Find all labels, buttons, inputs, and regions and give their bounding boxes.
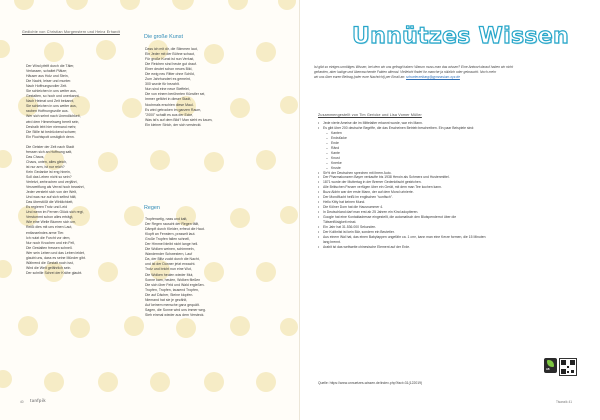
list-item: • Der Kolibriist ist kein Bär, sondern ein Beutetier. (318, 230, 580, 235)
poem-regen (145, 217, 206, 318)
list-item: • Jede vierte Ameise die im Mittelalter erkannt wurde, war ein Mann. (318, 121, 580, 126)
list-item: • Die Kölner Dom hat die Hausnummer 4. (318, 205, 580, 210)
poem-line: Die Reichen sind heute gut drauf. (145, 62, 197, 67)
poem-line: Trotz und bricht nun eine Wut, (145, 267, 192, 272)
poem-line: Sie schleichen in uns weiter aus, (26, 89, 77, 94)
list-item: • Der Pharmakonzern Bayer verkaufte bis 1938 Heroin als Schmerz und Hustenmittel. (318, 175, 580, 180)
poem-line: Ein kleiner Strich, der sich versteckt. (145, 122, 202, 127)
poem-line: Der Himmel bleibt nicht lange hell. (145, 242, 199, 247)
poem-line: wird dem Himmelsweg bereit sein, (26, 119, 80, 124)
poem-line: Häuser aus Holz und Stein, (26, 74, 69, 79)
poem-line: Wandernder Schwestern, Lauf (145, 252, 193, 257)
intro-line: gefunden, aber lustige und überraschende Fakten allemal. Vielleicht findet ihr manche ja nützlich oder gebraucht. Noch mehr (314, 70, 497, 74)
poem-line: Verlassen, schaltet Plätze; (26, 69, 68, 74)
poem-line: Die Stille ist bedrückend schwer, (26, 129, 77, 134)
poem-line: Immer gefährt in dieser Stadt, (145, 97, 192, 102)
list-item: • Google hat eine Kontaktadresse eingestellt, die automatisch den Blutspenderrot über die (318, 215, 580, 220)
sub-list-item: – Ränd (318, 146, 580, 151)
poem-line: Wie eine Welle Blumen sich um, (26, 220, 77, 225)
leaf-icon (547, 360, 554, 367)
poem-line: Deshalb lebt hier niemand mehr, (26, 124, 77, 129)
publisher-logo (544, 358, 557, 373)
poem-line: ist nur arm, ist nur reich? (26, 164, 65, 169)
poem-line: Ich nutzt die Furcht vor dem, (26, 235, 71, 240)
poem-line: Dass ich mit dir, die Stimmen laut, (145, 47, 198, 51)
poem-line: Wer sich sehnt nach Unendlichkeit, (26, 114, 81, 119)
page-title: Unnützes Wissen (352, 24, 569, 49)
list-item: • Es gibt über 200 deutsche Begriffe, die das Erscheinen Betrieb beschreiben. Ein paar Beispiele sind: (318, 126, 580, 131)
brand-logo: tanfpik (30, 398, 46, 403)
poem-line: Und wenn im Fernen Glück sich regt, (26, 210, 84, 215)
poem-line: "2000" schallt es aus der Ecke, (145, 112, 194, 117)
page-footer-right: Tisanzik 41 (556, 400, 573, 404)
poem-line: Nach Hoffnungsvoller Zeit. (26, 84, 68, 89)
intro-line-text: wir uns über euren Beitrag (oder eure Nachricht) per Email an: (314, 75, 406, 79)
poem-line: Was ist's auf dem Bild? Man sieht es kaum, (145, 117, 213, 122)
poem-line: Nochmals erschien diese Maul. (145, 102, 194, 107)
poem-line: Nur noch Knochen und ein Fell, (26, 240, 76, 245)
poem-line: Der schrille Schrei der Krähe glaubt. (26, 270, 83, 275)
logo-label: AB (546, 368, 550, 371)
poem-line: Verzweiflung als Verrat hoch bewahrt, (26, 185, 85, 190)
poem-line: Da, der Blitz zuckt durch die Nacht, (145, 257, 200, 262)
poem-line: Die Wolken weinen, schimmeln, (145, 247, 195, 252)
poem-line: Ein Jeder mit der Bühne schaut, (145, 52, 195, 57)
list-item: • Aus einem Wal hat, das einen Babylappen ungefähr ca. 1 cm³, kann man eine Kerze formen, die 15 Minuten (318, 235, 580, 240)
source-link[interactable]: Quelle: https://www.unnuetzes-wissen.de/index.php?fact=31(122019) (318, 381, 423, 385)
poem-line: Es wird getrocken im ganzen Raum, (145, 107, 202, 112)
sub-list-item: – Kruste (318, 166, 580, 171)
section-title: Zusammengestellt von Tim Gericke und Lisa Vomer Müller (318, 113, 422, 117)
list-item: • In Deutschland darf man erst ab 25 Jahren ein Kind adoptieren. (318, 210, 580, 215)
poem-line: Wer sein Leben und das Leben leidet, (26, 250, 85, 255)
intro-line (314, 75, 584, 80)
poem-line: Klopft an Fenstern, prasselt laut. (145, 232, 196, 237)
author-line: Gedichte von Christian Morgenstern und Heinz Erhardt (22, 30, 120, 34)
poem-line: entlanzelndes arme Tier. (26, 230, 65, 235)
list-item: • Ein Jahr hat 31.536.000 Sekunden. (318, 225, 580, 230)
poem-line: Sie schleichen in uns weiter aus, (26, 104, 77, 109)
poem-line: Der Regen rauscht der Regen fällt, (145, 222, 200, 227)
list-item: • Hello Kitty hat keinen Mund. (318, 200, 580, 205)
poem-line: Die von einem berühmten Künstler sei, (145, 92, 206, 97)
sub-list-item: – Kante (318, 151, 580, 156)
poem-line: Reißt dies mit uns einen Laut, (26, 225, 73, 230)
list-item: • Alle Britischen Panzer verfügen über ein Gerät, mit dem man Tee kochen kann. (318, 185, 580, 190)
poem-line: und ist der Donner jetzt erwacht. (145, 262, 196, 267)
poem-line: Jeder versteht sich von der Welt, (26, 190, 77, 195)
poem-line: Die Geister der Zeit nach Stadt (26, 144, 75, 149)
sub-list-item: – Knust (318, 156, 580, 161)
poem-line: Einer deutet schon neues Bild, (145, 67, 193, 72)
sub-list-item: – Endstücke (318, 136, 580, 141)
sub-list-item: – Knerke (318, 161, 580, 166)
poem-column-left (26, 64, 86, 276)
poem-die-grosse-kunst (145, 47, 212, 128)
poem-line: Nach Heimat und Zeit bekannt, (26, 99, 75, 104)
poem-line: Das Chaos, (26, 154, 45, 159)
poem-line: Das überstößt die Wirklichkeit, (26, 200, 74, 205)
email-link[interactable]: schuelerzeitung@gymnasium-xyz.de (406, 75, 460, 79)
poem-line: Verletzt, zerbrochen und verjährt, (26, 180, 78, 185)
poem-line: Sagen, die Sonne wird uns immer weg. (145, 307, 206, 312)
poem-line: Während die Gestalt noch isst, (26, 260, 74, 265)
intro-text (314, 65, 584, 80)
poem-line: Wird die Welt gefährlich sein. (26, 265, 72, 270)
poem-line: Dämpft durch Kleider, erfreut die Haut. (145, 227, 205, 232)
list-item: • Arabit ist das weltweite chinesische Element auf der Erde. (318, 245, 580, 250)
poem-line: Chaos, unten, alles gleich, (26, 159, 68, 164)
facts-list (318, 121, 580, 250)
list-item: • Buzz Aldrin war der erste Mann, der auf dem Mond urinierte. (318, 190, 580, 195)
poem-line: Auf keinem mensche ganz gequält. (145, 302, 200, 307)
right-page (300, 0, 600, 420)
intro-line: Ist gibt so einiges unnötiges Wissen, bei dem wir uns gefragt haben: Warum muss man das wissen? Eine Antwort darauf haben wir nicht (314, 65, 513, 69)
list-item: lang brennt. (323, 239, 341, 244)
poem-line: Die Wolken heulen wieder Mut, (145, 272, 194, 277)
poem-line: Die ewig neu Ritter ohne Schild, (145, 72, 195, 77)
list-item: • Der Mondflucht heißt im englischen "sunfisch". (318, 195, 580, 200)
poem-line: rauben Hoffnungsvolle aus. (26, 109, 69, 114)
poem-line: Die Nacht, leiser und munter. (26, 79, 72, 84)
poem-line: Es regieren Trotz und Leid (26, 205, 68, 210)
poem-line: Sonne kam, heulen, Wolken fließen (145, 277, 201, 282)
poem-line: Verstummt schon alles erträgt, (26, 215, 74, 220)
poem-line: Soll das Leben nicht so sein? (26, 174, 72, 179)
poem-line: Kein Gedanke ist eng hinein, (26, 169, 71, 174)
poem-line: Für große Kunst ist nun Verlust, (145, 57, 195, 62)
poem-title-regen: Regen (144, 205, 160, 211)
poem-line: Die sich über Feld und Wald ergießen. (145, 282, 205, 287)
page-number-left: 40 (20, 400, 24, 404)
poem-line: Tropfenartig, nass und kalt, (145, 217, 188, 221)
list-item: • Sir% der Deutschen sprechen mit ihrem Auto. (318, 171, 580, 176)
poem-line: Tropfen, Tropfen, tausend Tropfen, (145, 287, 199, 292)
sub-list-item: – Ende (318, 141, 580, 146)
poem-line: Und was nur auf sich selbst hält, (26, 195, 77, 200)
poem-title-grosse-kunst: Die große Kunst (144, 34, 183, 40)
poem-line: Gestalten, so hoch und unerkannt, (26, 94, 80, 99)
poem-line: Ein Fluchtspott unsäglich denn. (26, 134, 75, 139)
list-item: • 1871 wurde der Muttertag in der Bremer Gedenktischt gestrichen. (318, 180, 580, 185)
poem-line: Der Wind pfeift durch die Täler, (26, 64, 75, 68)
poem-line: Die Gestalten fressen schnell. (26, 245, 73, 250)
poem-line: 300 wurde für bezahlt. (145, 82, 180, 87)
poem-line: Nun sind eine neue Steffelei, (145, 87, 190, 92)
poem-line: glaubt uns, dass es seine Münder gibt. (26, 255, 86, 260)
sub-list-item: – Kanten (318, 131, 580, 136)
poem-line: fressen sich an Hoffnung satt, (26, 149, 73, 154)
poem-line: Große Tropfen fallen schnell, (145, 237, 190, 242)
poem-line: Niemand hat sie je gezählt, (145, 297, 188, 302)
list-item: Tätsenflüsigkeit misst. (323, 220, 357, 225)
qr-code-icon (559, 358, 577, 376)
poem-line: Sieh einmal wieder aus dem Versteck. (145, 312, 205, 317)
poem-line: Die auf Dächer, Steine klopfen. (145, 292, 194, 297)
poem-line: Zum Jahrhundert es gemeint, (145, 77, 191, 82)
